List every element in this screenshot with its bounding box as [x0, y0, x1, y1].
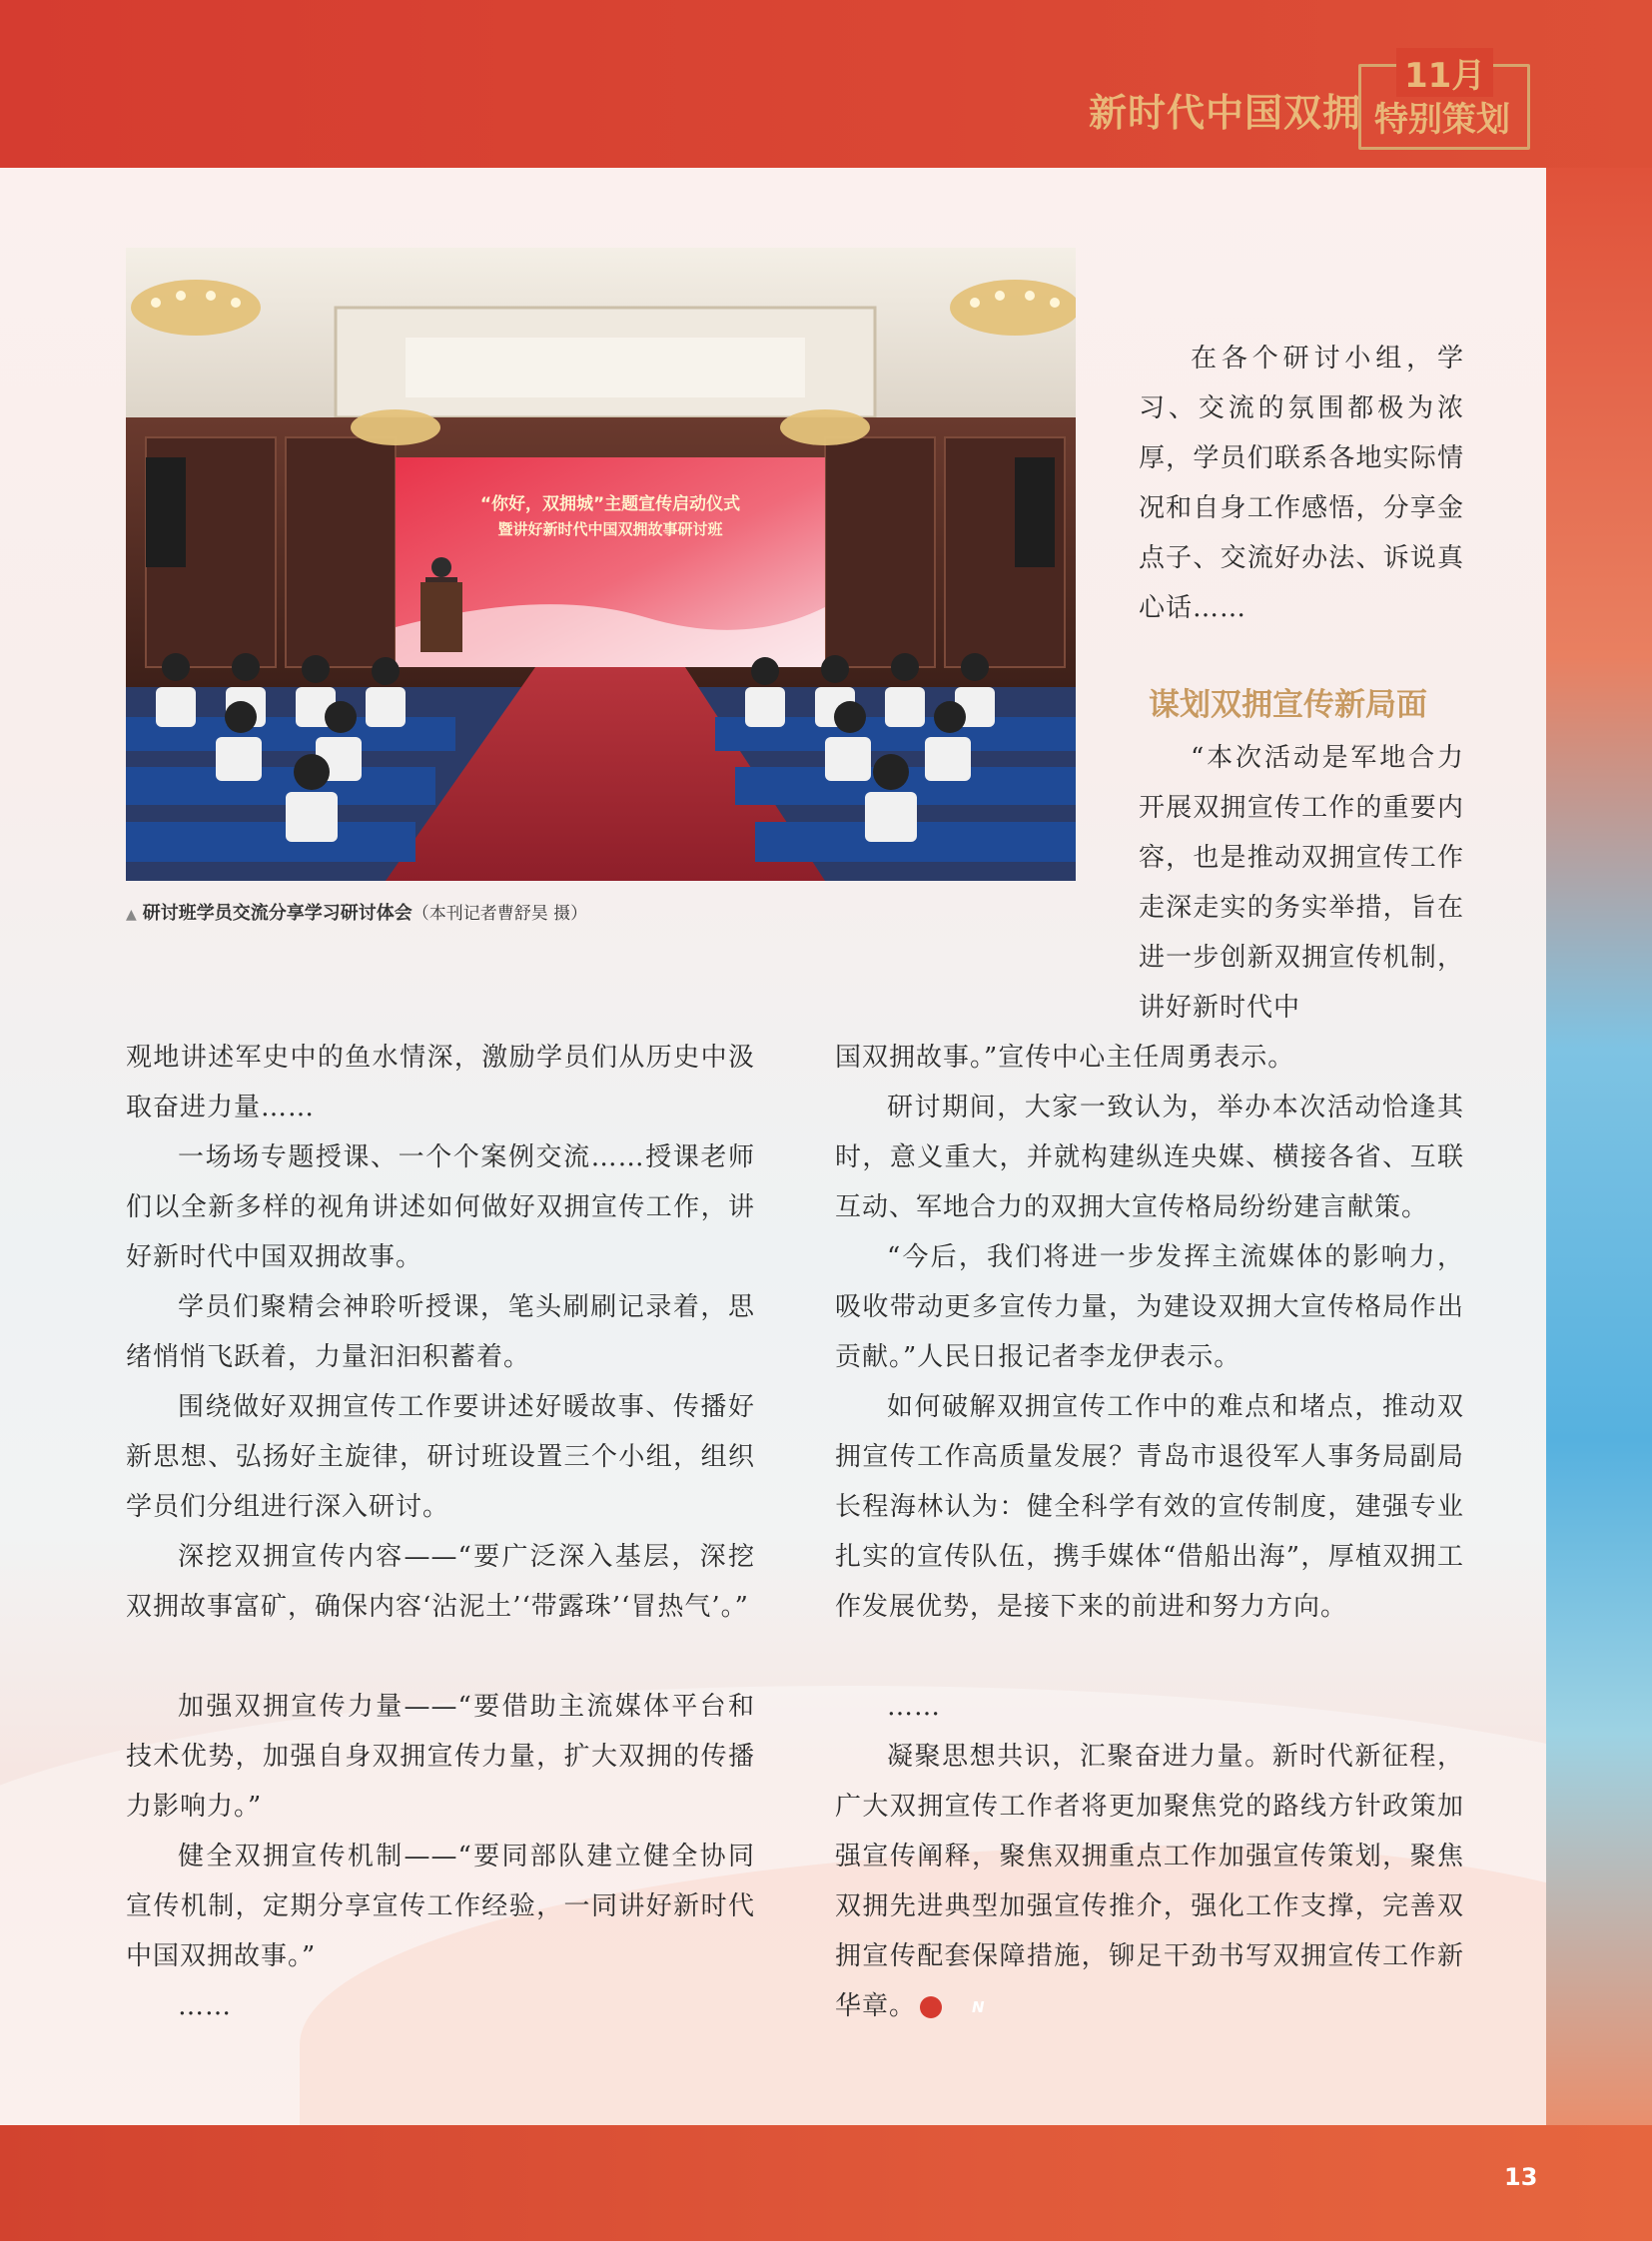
right-final-paragraph [835, 1732, 1464, 2031]
left-paragraph: 加强双拥宣传力量——“要借助主流媒体平台和技术优势，加强自身双拥宣传力量，扩大双拥的传播力影响力。” [126, 1692, 755, 1822]
right-paragraph: “今后，我们将进一步发挥主流媒体的影响力，吸收带动更多宣传力量，为建设双拥大宣传格局作出贡献。”人民日报记者李龙伊表示。 [835, 1242, 1464, 1372]
right-final-text: 凝聚思想共识，汇聚奋进力量。新时代新征程，广大双拥宣传工作者将更加聚焦党的路线方针政策加强宣传阐释，聚焦双拥重点工作加强宣传策划，聚焦双拥先进典型加强宣传推介，强化工作支撑，完善双拥宣传配套保障措施，铆足干劲书写双拥宣传工作新华章。 [835, 1742, 1464, 2021]
bottom-banner [0, 2125, 1652, 2241]
issue-label: 特别策划 [1374, 100, 1510, 140]
section-heading: 谋划双拥宣传新局面 [1149, 687, 1427, 723]
chandelier [131, 280, 261, 336]
screen-subtitle: 暨讲好新时代中国双拥故事研讨班 [497, 520, 723, 538]
side-quote-paragraph: “本次活动是军地合力开展双拥宣传工作的重要内容，也是推动双拥宣传工作走深走实的务实举措，旨在进一步创新双拥宣传机制，讲好新时代中 [1139, 743, 1464, 1023]
left-paragraph: 一场场专题授课、一个个案例交流……授课老师们以全新多样的视角讲述如何做好双拥宣传工作，讲好新时代中国双拥故事。 [126, 1142, 755, 1272]
right-paragraph: 研讨期间，大家一致认为，举办本次活动恰逢其时，意义重大，并就构建纵连央媒、横接各省、互联互动、军地合力的双拥大宣传格局纷纷建言献策。 [835, 1093, 1464, 1222]
seminar-photo [126, 248, 1076, 881]
photo-credit: （本刊记者曹舒昊 摄） [412, 904, 588, 924]
left-paragraph: 围绕做好双拥宣传工作要讲述好暖故事、传播好新思想、弘扬好主旋律，研讨班设置三个小组，组织学员们分组进行深入研讨。 [126, 1392, 755, 1522]
right-paragraph: 国双拥故事。”宣传中心主任周勇表示。 [835, 1043, 1295, 1073]
section-title: 新时代中国双拥 [1089, 91, 1362, 135]
caption-text: 研讨班学员交流分享学习研讨体会 [142, 903, 413, 924]
left-paragraph: 深挖双拥宣传内容——“要广泛深入基层，深挖双拥故事富矿，确保内容‘沾泥土’‘带露珠’‘冒热气’。” [126, 1542, 755, 1622]
page-number: 13 [1504, 2163, 1538, 2191]
issue-month: 11月 [1396, 48, 1493, 97]
right-decor-band [1546, 168, 1652, 2125]
end-mark-icon: N [920, 1996, 942, 2018]
left-paragraph: 健全双拥宣传机制——“要同部队建立健全协同宣传机制，定期分享宣传工作经验，一同讲好新时代中国双拥故事。” [126, 1842, 755, 1971]
screen-title: “你好，双拥城”主题宣传启动仪式 [479, 494, 741, 514]
right-paragraph: 如何破解双拥宣传工作中的难点和堵点，推动双拥宣传工作高质量发展？青岛市退役军人事务局副局长程海林认为：健全科学有效的宣传制度，建强专业扎实的宣传队伍，携手媒体“借船出海”，厚植双拥工作发展优势，是接下来的前进和努力方向。 [835, 1392, 1464, 1622]
podium [420, 582, 462, 652]
left-ellipsis: …… [178, 1991, 232, 2021]
caption-triangle-icon: ▲ [126, 907, 137, 923]
right-ellipsis: …… [887, 1692, 941, 1722]
left-paragraph: 观地讲述军史中的鱼水情深，激励学员们从历史中汲取奋进力量…… [126, 1043, 755, 1122]
side-paragraph: 在各个研讨小组，学习、交流的氛围都极为浓厚，学员们联系各地实际情况和自身工作感悟，分享金点子、交流好办法、诉说真心话…… [1139, 344, 1464, 623]
photo-caption [126, 899, 587, 925]
left-paragraph: 学员们聚精会神聆听授课，笔头刷刷记录着，思绪悄悄飞跃着，力量汩汩积蓄着。 [126, 1292, 755, 1372]
